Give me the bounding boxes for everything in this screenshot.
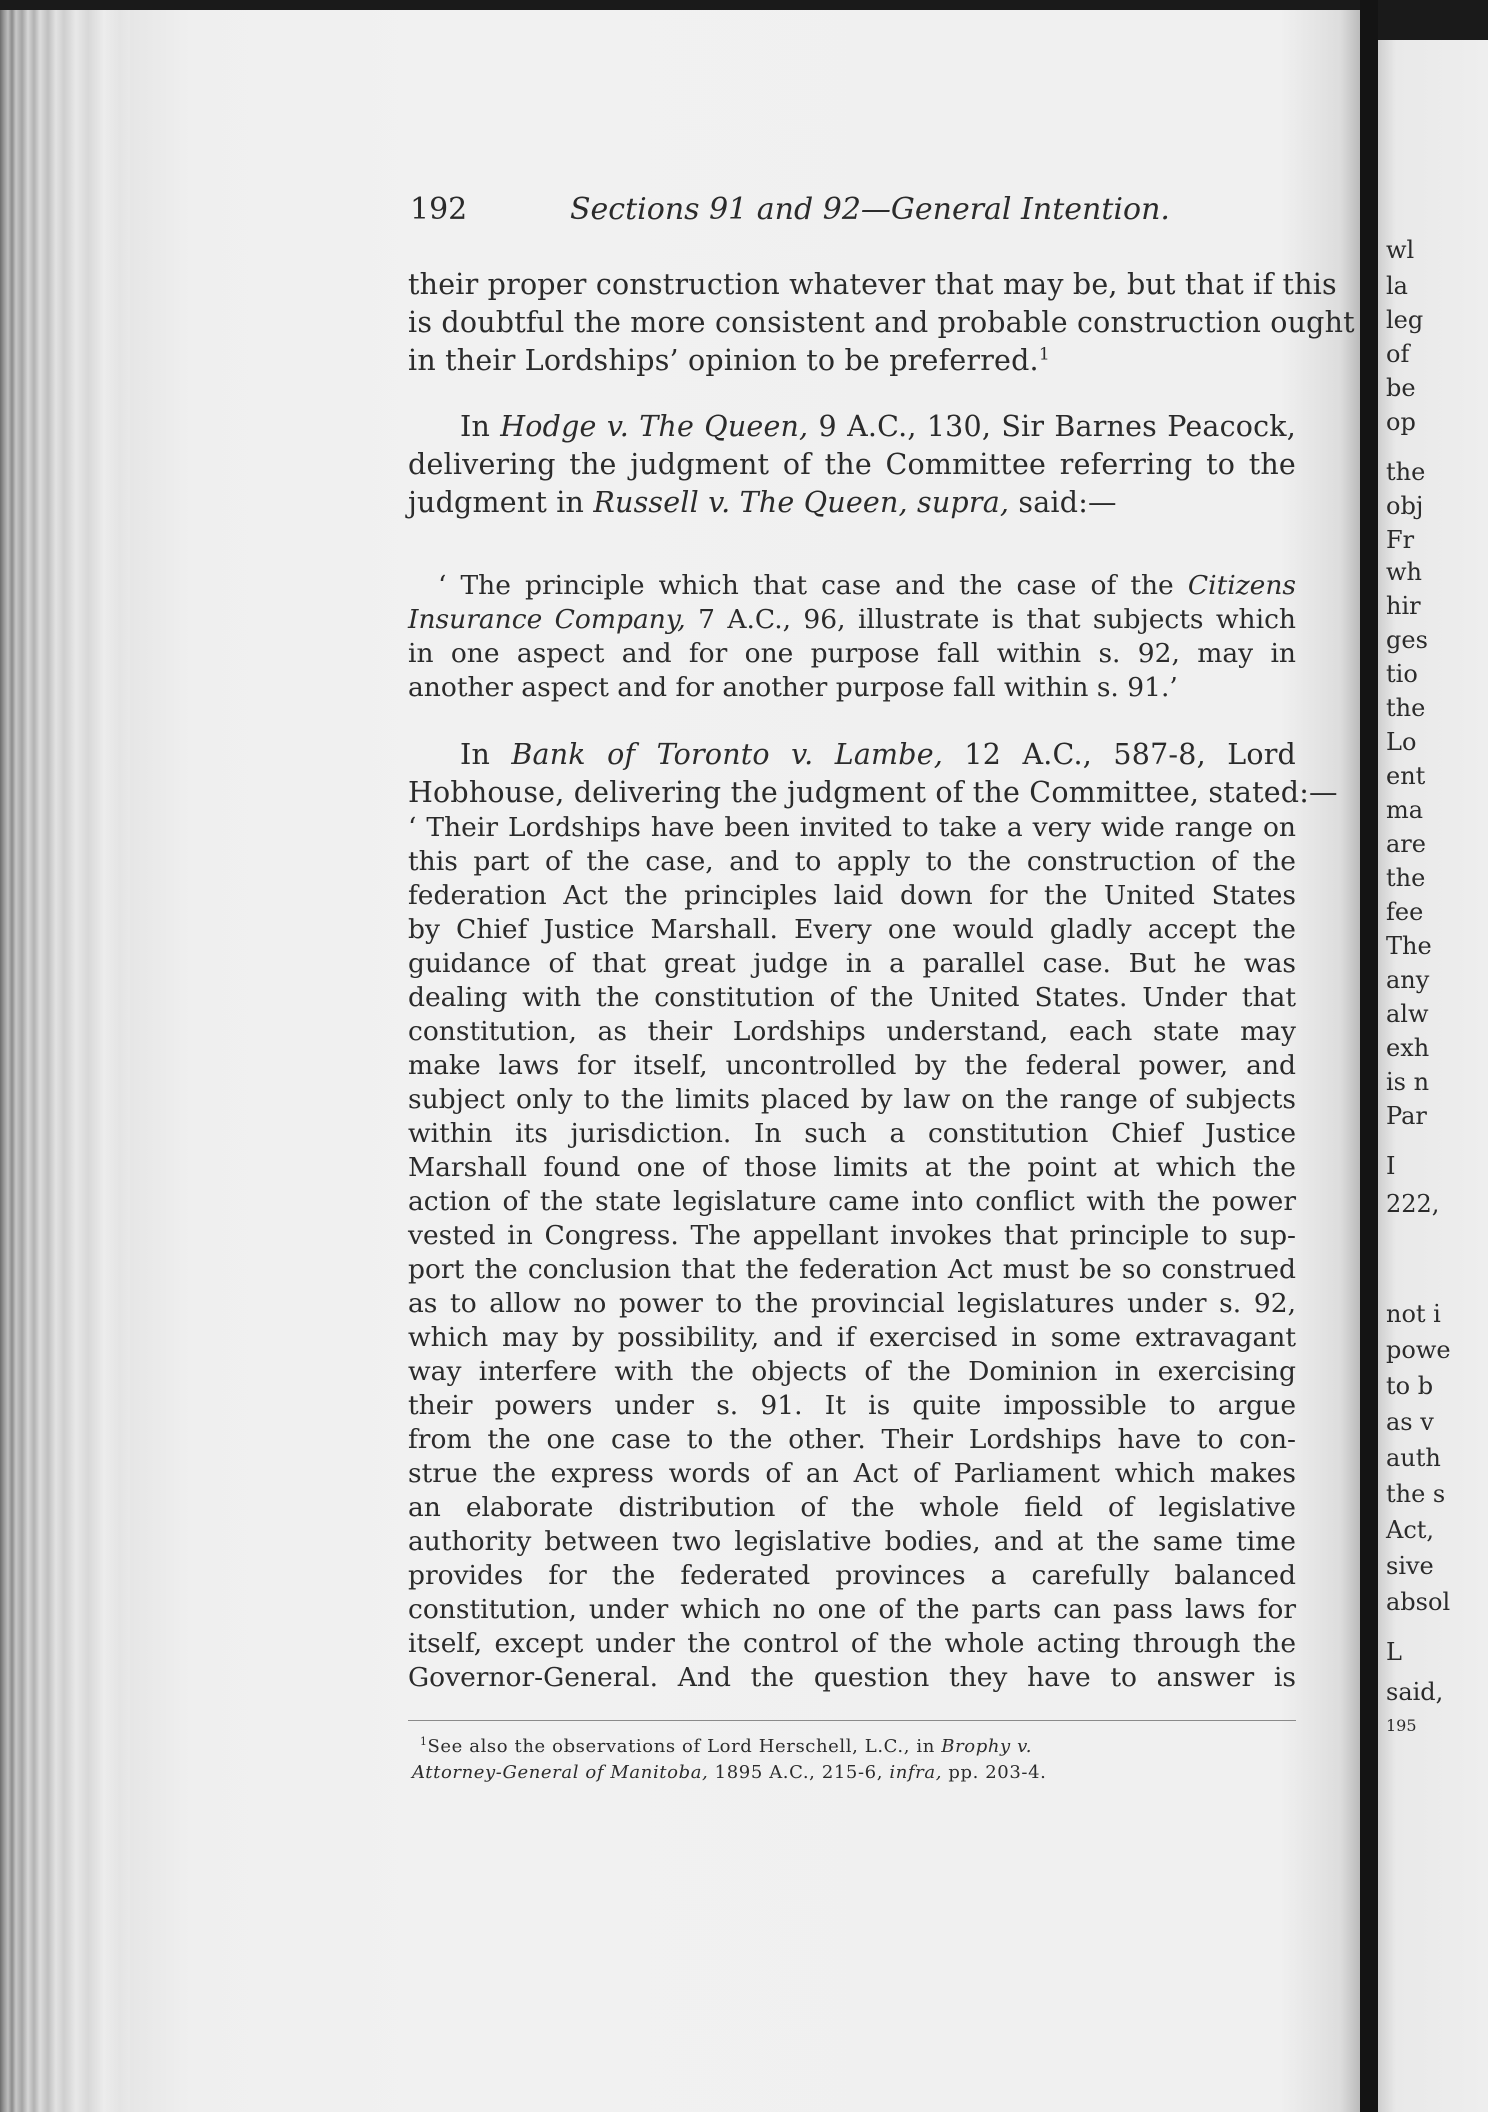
paragraph-line: In Hodge v. The Queen, 9 A.C., 130, Sir Barnes Peacock, xyxy=(460,410,1296,443)
facing-line: any xyxy=(1386,966,1430,994)
facing-line: la xyxy=(1386,272,1408,300)
facing-line: The xyxy=(1386,932,1432,960)
facing-line: fee xyxy=(1386,898,1424,926)
quote-line: authority between two legislative bodies, and at the same time xyxy=(408,1526,1296,1557)
paragraph-line: delivering the judgment of the Committee referring to the xyxy=(408,448,1296,481)
facing-page-fragment xyxy=(1378,40,1488,2112)
quote-line: port the conclusion that the federation Act must be so construed xyxy=(408,1254,1296,1285)
paragraph-line: judgment in Russell v. The Queen, supra, said:— xyxy=(408,486,1117,519)
facing-line: alw xyxy=(1386,1000,1429,1028)
case-name: Bank of Toronto v. Lambe, xyxy=(511,738,944,771)
quote-line: itself, except under the control of the whole acting through the xyxy=(408,1628,1296,1659)
facing-line: powe xyxy=(1386,1336,1451,1364)
case-name: Brophy v. xyxy=(941,1736,1033,1757)
footnote-marker: 1 xyxy=(420,1735,428,1748)
facing-line: ent xyxy=(1386,762,1426,790)
quote-line: in one aspect and for one purpose fall within s. 92, may in xyxy=(408,638,1296,669)
paragraph-line: in their Lordships’ opinion to be preferred.$^1$ xyxy=(408,344,1050,377)
paragraph-line: Hobhouse, delivering the judgment of the Committee, stated:— xyxy=(408,776,1338,809)
facing-line: leg xyxy=(1386,306,1424,334)
facing-line: obj xyxy=(1386,492,1424,520)
quote-line: Marshall found one of those limits at the point at which the xyxy=(408,1152,1296,1183)
quote-line: guidance of that great judge in a parallel case. But he was xyxy=(408,948,1296,979)
quote-line: Insurance Company, 7 A.C., 96, illustrate is that subjects which xyxy=(408,604,1296,635)
footnote-rule xyxy=(408,1720,1296,1721)
facing-line: to b xyxy=(1386,1372,1434,1400)
footnote-line: Attorney-General of Manitoba, 1895 A.C., 215-6, infra, pp. 203-4. xyxy=(412,1762,1047,1783)
book-gutter xyxy=(1360,0,1378,2112)
facing-line: ges xyxy=(1386,626,1428,654)
quote-line: another aspect and for another purpose fall within s. 91.’ xyxy=(408,672,1178,703)
quote-line: way interfere with the objects of the Dominion in exercising xyxy=(408,1356,1296,1387)
facing-line: hir xyxy=(1386,592,1421,620)
facing-line: Par xyxy=(1386,1102,1427,1130)
facing-line: auth xyxy=(1386,1444,1441,1472)
facing-line: absol xyxy=(1386,1588,1451,1616)
facing-line: not i xyxy=(1386,1300,1441,1328)
facing-line: of xyxy=(1386,340,1410,368)
quote-line: strue the express words of an Act of Parliament which makes xyxy=(408,1458,1296,1489)
quote-line: dealing with the constitution of the United States. Under that xyxy=(408,982,1296,1013)
page-number: 192 xyxy=(410,192,468,227)
running-title: Sections 91 and 92—General Intention. xyxy=(570,192,1170,227)
cross-reference: infra, xyxy=(889,1762,943,1783)
case-name: Citizens xyxy=(1187,570,1296,601)
footnote-line: $^1$See also the observations of Lord Herschell, L.C., in Brophy v. xyxy=(420,1735,1033,1757)
facing-line: 195 xyxy=(1386,1716,1417,1735)
facing-line: wh xyxy=(1386,558,1422,586)
quote-line: Governor-General. And the question they have to answer is xyxy=(408,1662,1296,1693)
quote-line: constitution, under which no one of the parts can pass laws for xyxy=(408,1594,1296,1625)
case-name: Hodge v. The Queen, xyxy=(500,410,809,443)
quote-line: constitution, as their Lordships understand, each state may xyxy=(408,1016,1296,1047)
facing-line: the xyxy=(1386,458,1426,486)
stacked-page-edges xyxy=(0,10,140,2112)
quote-line: federation Act the principles laid down for the United States xyxy=(408,880,1296,911)
facing-line: Fr xyxy=(1386,526,1415,554)
facing-line: wl xyxy=(1386,236,1415,264)
paragraph-line: their proper construction whatever that may be, but that if this xyxy=(408,268,1337,301)
facing-line: sive xyxy=(1386,1552,1434,1580)
facing-line: Act, xyxy=(1386,1516,1435,1544)
quote-line: from the one case to the other. Their Lordships have to con- xyxy=(408,1424,1296,1455)
facing-line: be xyxy=(1386,374,1416,402)
facing-line: exh xyxy=(1386,1034,1430,1062)
quote-line: within its jurisdiction. In such a constitution Chief Justice xyxy=(408,1118,1296,1149)
case-name: Russell v. The Queen, supra, xyxy=(593,486,1010,519)
quote-line: an elaborate distribution of the whole field of legislative xyxy=(408,1492,1296,1523)
quote-line: this part of the case, and to apply to the construction of the xyxy=(408,846,1296,877)
facing-line: tio xyxy=(1386,660,1418,688)
case-name: Insurance Company, xyxy=(408,604,686,635)
facing-line: L xyxy=(1386,1638,1402,1666)
facing-line: 222, xyxy=(1386,1190,1440,1218)
quote-line: as to allow no power to the provincial legislatures under s. 92, xyxy=(408,1288,1296,1319)
facing-line: Lo xyxy=(1386,728,1417,756)
quote-line: by Chief Justice Marshall. Every one would gladly accept the xyxy=(408,914,1296,945)
facing-line: op xyxy=(1386,408,1416,436)
paragraph-line: is doubtful the more consistent and probable construction ought xyxy=(408,306,1355,339)
running-header xyxy=(410,192,1310,227)
facing-line: is n xyxy=(1386,1068,1430,1096)
quote-line: provides for the federated provinces a carefully balanced xyxy=(408,1560,1296,1591)
quote-line: make laws for itself, uncontrolled by the federal power, and xyxy=(408,1050,1296,1081)
facing-line: as v xyxy=(1386,1408,1434,1436)
facing-line: said, xyxy=(1386,1678,1444,1706)
quote-line: their powers under s. 91. It is quite impossible to argue xyxy=(408,1390,1296,1421)
quote-line: vested in Congress. The appellant invokes that principle to sup- xyxy=(408,1220,1296,1251)
facing-line: are xyxy=(1386,830,1426,858)
facing-line: the s xyxy=(1386,1480,1446,1508)
facing-line: the xyxy=(1386,694,1426,722)
quote-line: subject only to the limits placed by law on the range of subjects xyxy=(408,1084,1296,1115)
quote-line: ‘ Their Lordships have been invited to take a very wide range on xyxy=(408,812,1296,843)
facing-line: I xyxy=(1386,1152,1396,1180)
paragraph-line: In Bank of Toronto v. Lambe, 12 A.C., 587-8, Lord xyxy=(460,738,1296,771)
case-name: Attorney-General of Manitoba, xyxy=(412,1762,709,1783)
quote-line: which may by possibility, and if exercised in some extravagant xyxy=(408,1322,1296,1353)
facing-line: the xyxy=(1386,864,1426,892)
footnote-reference: 1 xyxy=(1038,344,1050,365)
quote-line: action of the state legislature came into conflict with the power xyxy=(408,1186,1296,1217)
facing-line: ma xyxy=(1386,796,1424,824)
quote-line: ‘ The principle which that case and the case of the Citizens xyxy=(438,570,1296,601)
